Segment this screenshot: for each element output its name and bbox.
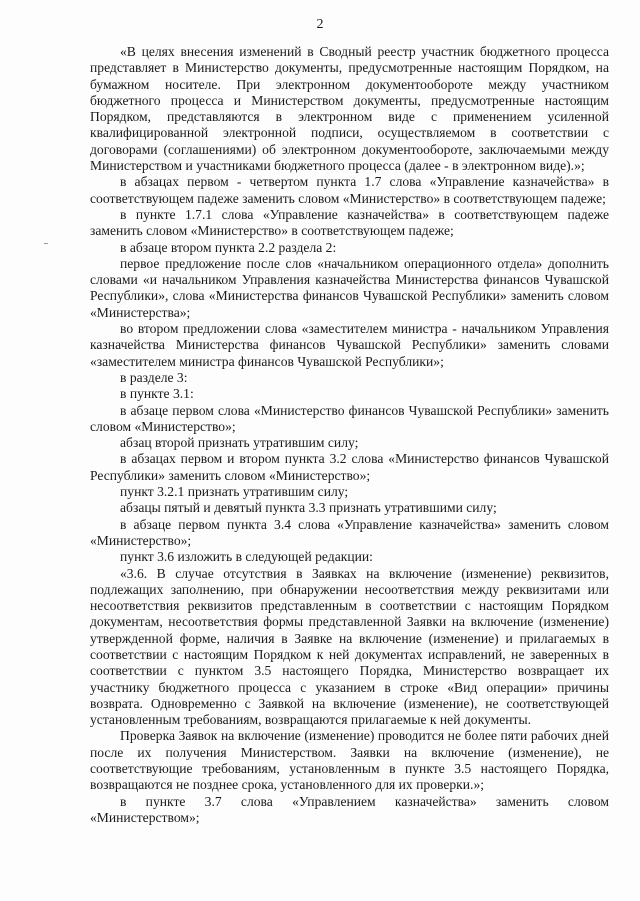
document-body (90, 44, 609, 826)
page-number: 2 (316, 17, 324, 32)
paragraph: «3.6. В случае отсутствия в Заявках на включение (изменение) реквизитов, подлежащих заполнению, при обнаружении несоответствия между реквизитами или несоответствия реквизитов представленным в соответствии с настоящим Порядком документам, несоответствия формы представленной Заявки на включение (изменение) утвержденной форме, наличия в Заявке на включение (изменение) и прилагаемых в соответствии с настоящим Порядком к ней документах исправлений, не заверенных в соответствии с пунктом 3.5 настоящего Порядка, Министерство возвращает их участнику бюджетного процесса с указанием в строке «Вид операции» причины возврата. Одновременно с Заявкой на включение (изменение), не соответствующей установленным требованиям, возвращаются прилагаемые к ней документы. (90, 565, 609, 728)
paragraph: в абзаце первом слова «Министерство финансов Чувашской Республики» заменить словом «Министерство»; (90, 402, 609, 434)
paragraph: абзацы пятый и девятый пункта 3.3 признать утратившими силу; (120, 500, 497, 516)
scan-margin-mark (44, 243, 48, 244)
paragraph: во втором предложении слова «заместителем министра - начальником Управления казначейства Министерства финансов Чувашской Республики» заменить словами «заместителем министра финансов Чувашской Республики»; (90, 321, 609, 369)
paragraph: первое предложение после слов «начальником операционного отдела» дополнить словами «и начальником Управления казначейства Министерства финансов Чувашской Республики», слова «Министерства финансов Чувашской Республики» заменить словом «Министерства»; (90, 255, 609, 320)
paragraph: в абзаце втором пункта 2.2 раздела 2: (120, 239, 337, 255)
paragraph: в абзаце первом пункта 3.4 слова «Управление казначейства» заменить словом «Министерство»; (90, 516, 609, 548)
paragraph: в пункте 3.1: (120, 386, 194, 402)
paragraph: пункт 3.6 изложить в следующей редакции: (120, 549, 373, 565)
paragraph: в пункте 3.7 слова «Управлением казначейства» заменить словом «Министерством»; (90, 793, 609, 825)
paragraph: в абзацах первом - четвертом пункта 1.7 слова «Управление казначейства» в соответствующем падеже заменить словом «Министерство» в соответствующем падеже; (90, 174, 609, 206)
paragraph: абзац второй признать утратившим силу; (120, 435, 359, 451)
paragraph: в пункте 1.7.1 слова «Управление казначейства» в соответствующем падеже заменить словом «Министерство» в соответствующем падеже; (90, 206, 609, 239)
paragraph: пункт 3.2.1 признать утратившим силу; (120, 484, 349, 500)
paragraph: Проверка Заявок на включение (изменение) проводится не более пяти рабочих дней после их получения Министерством. Заявки на включение (изменение), не соответствующие требованиям, установленным в пункте 3.5 настоящего Порядка, возвращаются не позднее срока, установленного для их проверки.»; (90, 728, 609, 793)
paragraph: «В целях внесения изменений в Сводный реестр участник бюджетного процесса представляет в Министерство документы, предусмотренные настоящим Порядком, на бумажном носителе. При электронном документообороте между участником бюджетного процесса и Министерством документы, предусмотренные настоящим Порядком, представляются в электронном виде с применением усиленной квалифицированной электронной подписи, осуществляемом в соответствии с договорами (соглашениями) об электронном документообороте, заключаемыми между Министерством и участниками бюджетного процесса (далее - в электронном виде).»; (90, 44, 609, 174)
paragraph: в разделе 3: (120, 369, 188, 385)
paragraph: в абзацах первом и втором пункта 3.2 слова «Министерство финансов Чувашской Республики» заменить словом «Министерство»; (90, 451, 609, 483)
